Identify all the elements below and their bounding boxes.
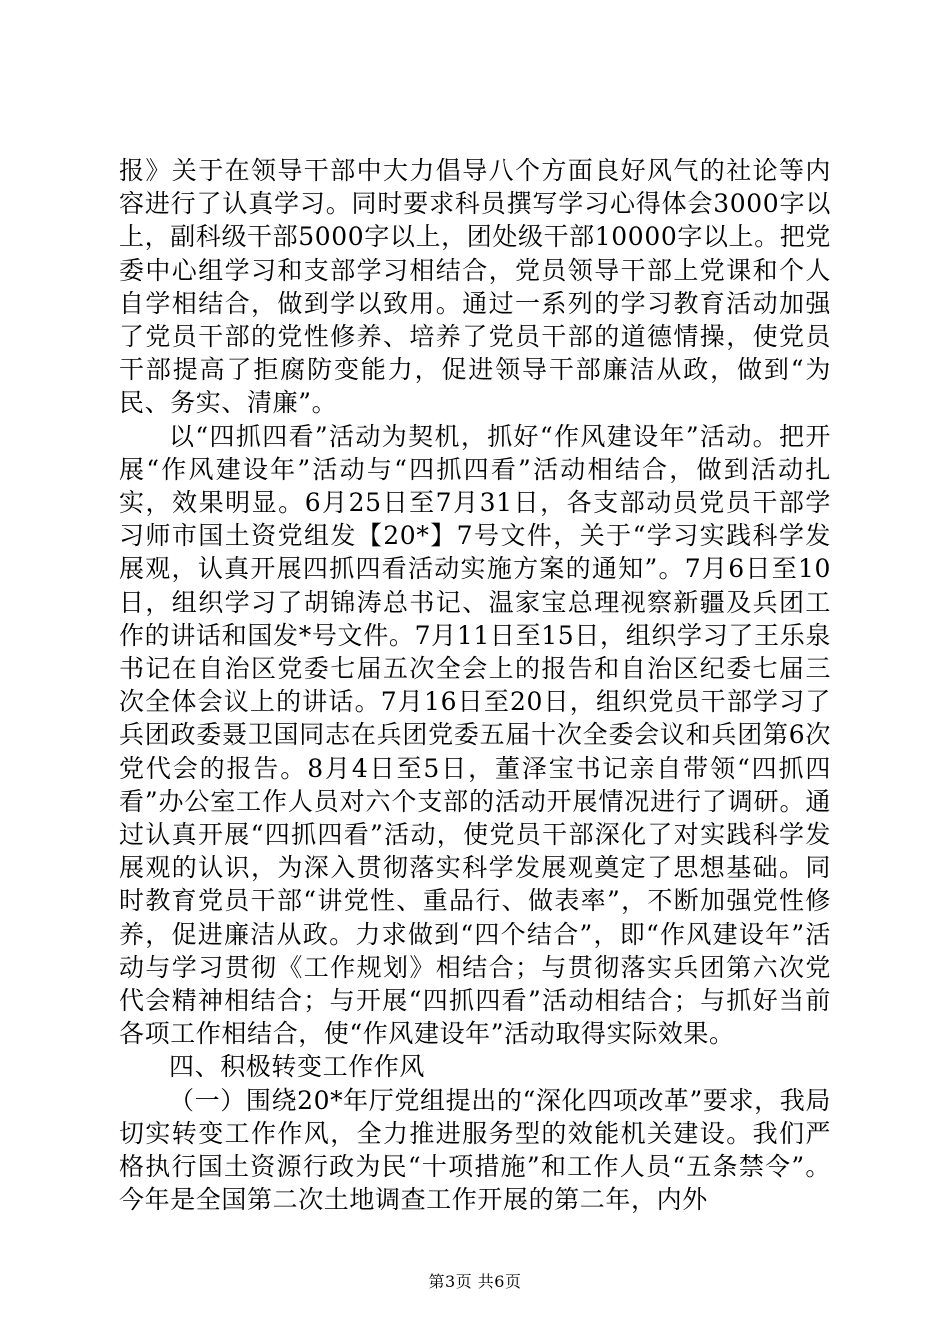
document-body — [119, 154, 831, 1217]
paragraph-2: 以“四抓四看”活动为契机，抓好“作风建设年”活动。把开展“作风建设年”活动与“四抓四看”活动相结合，做到活动扎实，效果明显。6月25日至7月31日，各支部动员党员干部学习师市国土资党组发【20*】7号文件，关于“学习实践科学发展观，认真开展四抓四看活动实施方案的通知”。7月6日至10日，组织学习了胡锦涛总书记、温家宝总理视察新疆及兵团工作的讲话和国发*号文件。7月11日至15日，组织学习了王乐泉书记在自治区党委七届五次全会上的报告和自治区纪委七届三次全体会议上的讲话。7月16日至20日，组织党员干部学习了兵团政委聂卫国同志在兵团党委五届十次全委会议和兵团第6次党代会的报告。8月4日至5日，董泽宝书记亲自带领“四抓四看”办公室工作人员对六个支部的活动开展情况进行了调研。通过认真开展“四抓四看”活动，使党员干部深化了对实践科学发展观的认识，为深入贯彻落实科学发展观奠定了思想基础。同时教育党员干部“讲党性、重品行、做表率”，不断加强党性修养，促进廉洁从政。力求做到“四个结合”，即“作风建设年”活动与学习贯彻《工作规划》相结合；与贯彻落实兵团第六次党代会精神相结合；与开展“四抓四看”活动相结合；与抓好当前各项工作相结合，使“作风建设年”活动取得实际效果。 — [119, 421, 831, 1049]
paragraph-1: 报》关于在领导干部中大力倡导八个方面良好风气的社论等内容进行了认真学习。同时要求科员撰写学习心得体会3000字以上，副科级干部5000字以上，团处级干部10000字以上。把党委中心组学习和支部学习相结合，党员领导干部上党课和个人自学相结合，做到学以致用。通过一系列的学习教育活动加强了党员干部的党性修养、培养了党员干部的道德情操，使党员干部提高了拒腐防变能力，促进领导干部廉洁从政，做到“为民、务实、清廉”。 — [119, 156, 831, 418]
page-footer: 第3页 共6页 — [428, 1272, 522, 1291]
section-heading: 四、积极转变工作作风 — [169, 1052, 426, 1082]
paragraph-3: （一）围绕20*年厅党组提出的“深化四项改革”要求，我局切实转变工作作风，全力推进服务型的效能机关建设。我们严格执行国土资源行政为民“十项措施”和工作人员“五条禁令”。今年是全国第二次土地调查工作开展的第二年，内外 — [119, 1085, 831, 1215]
